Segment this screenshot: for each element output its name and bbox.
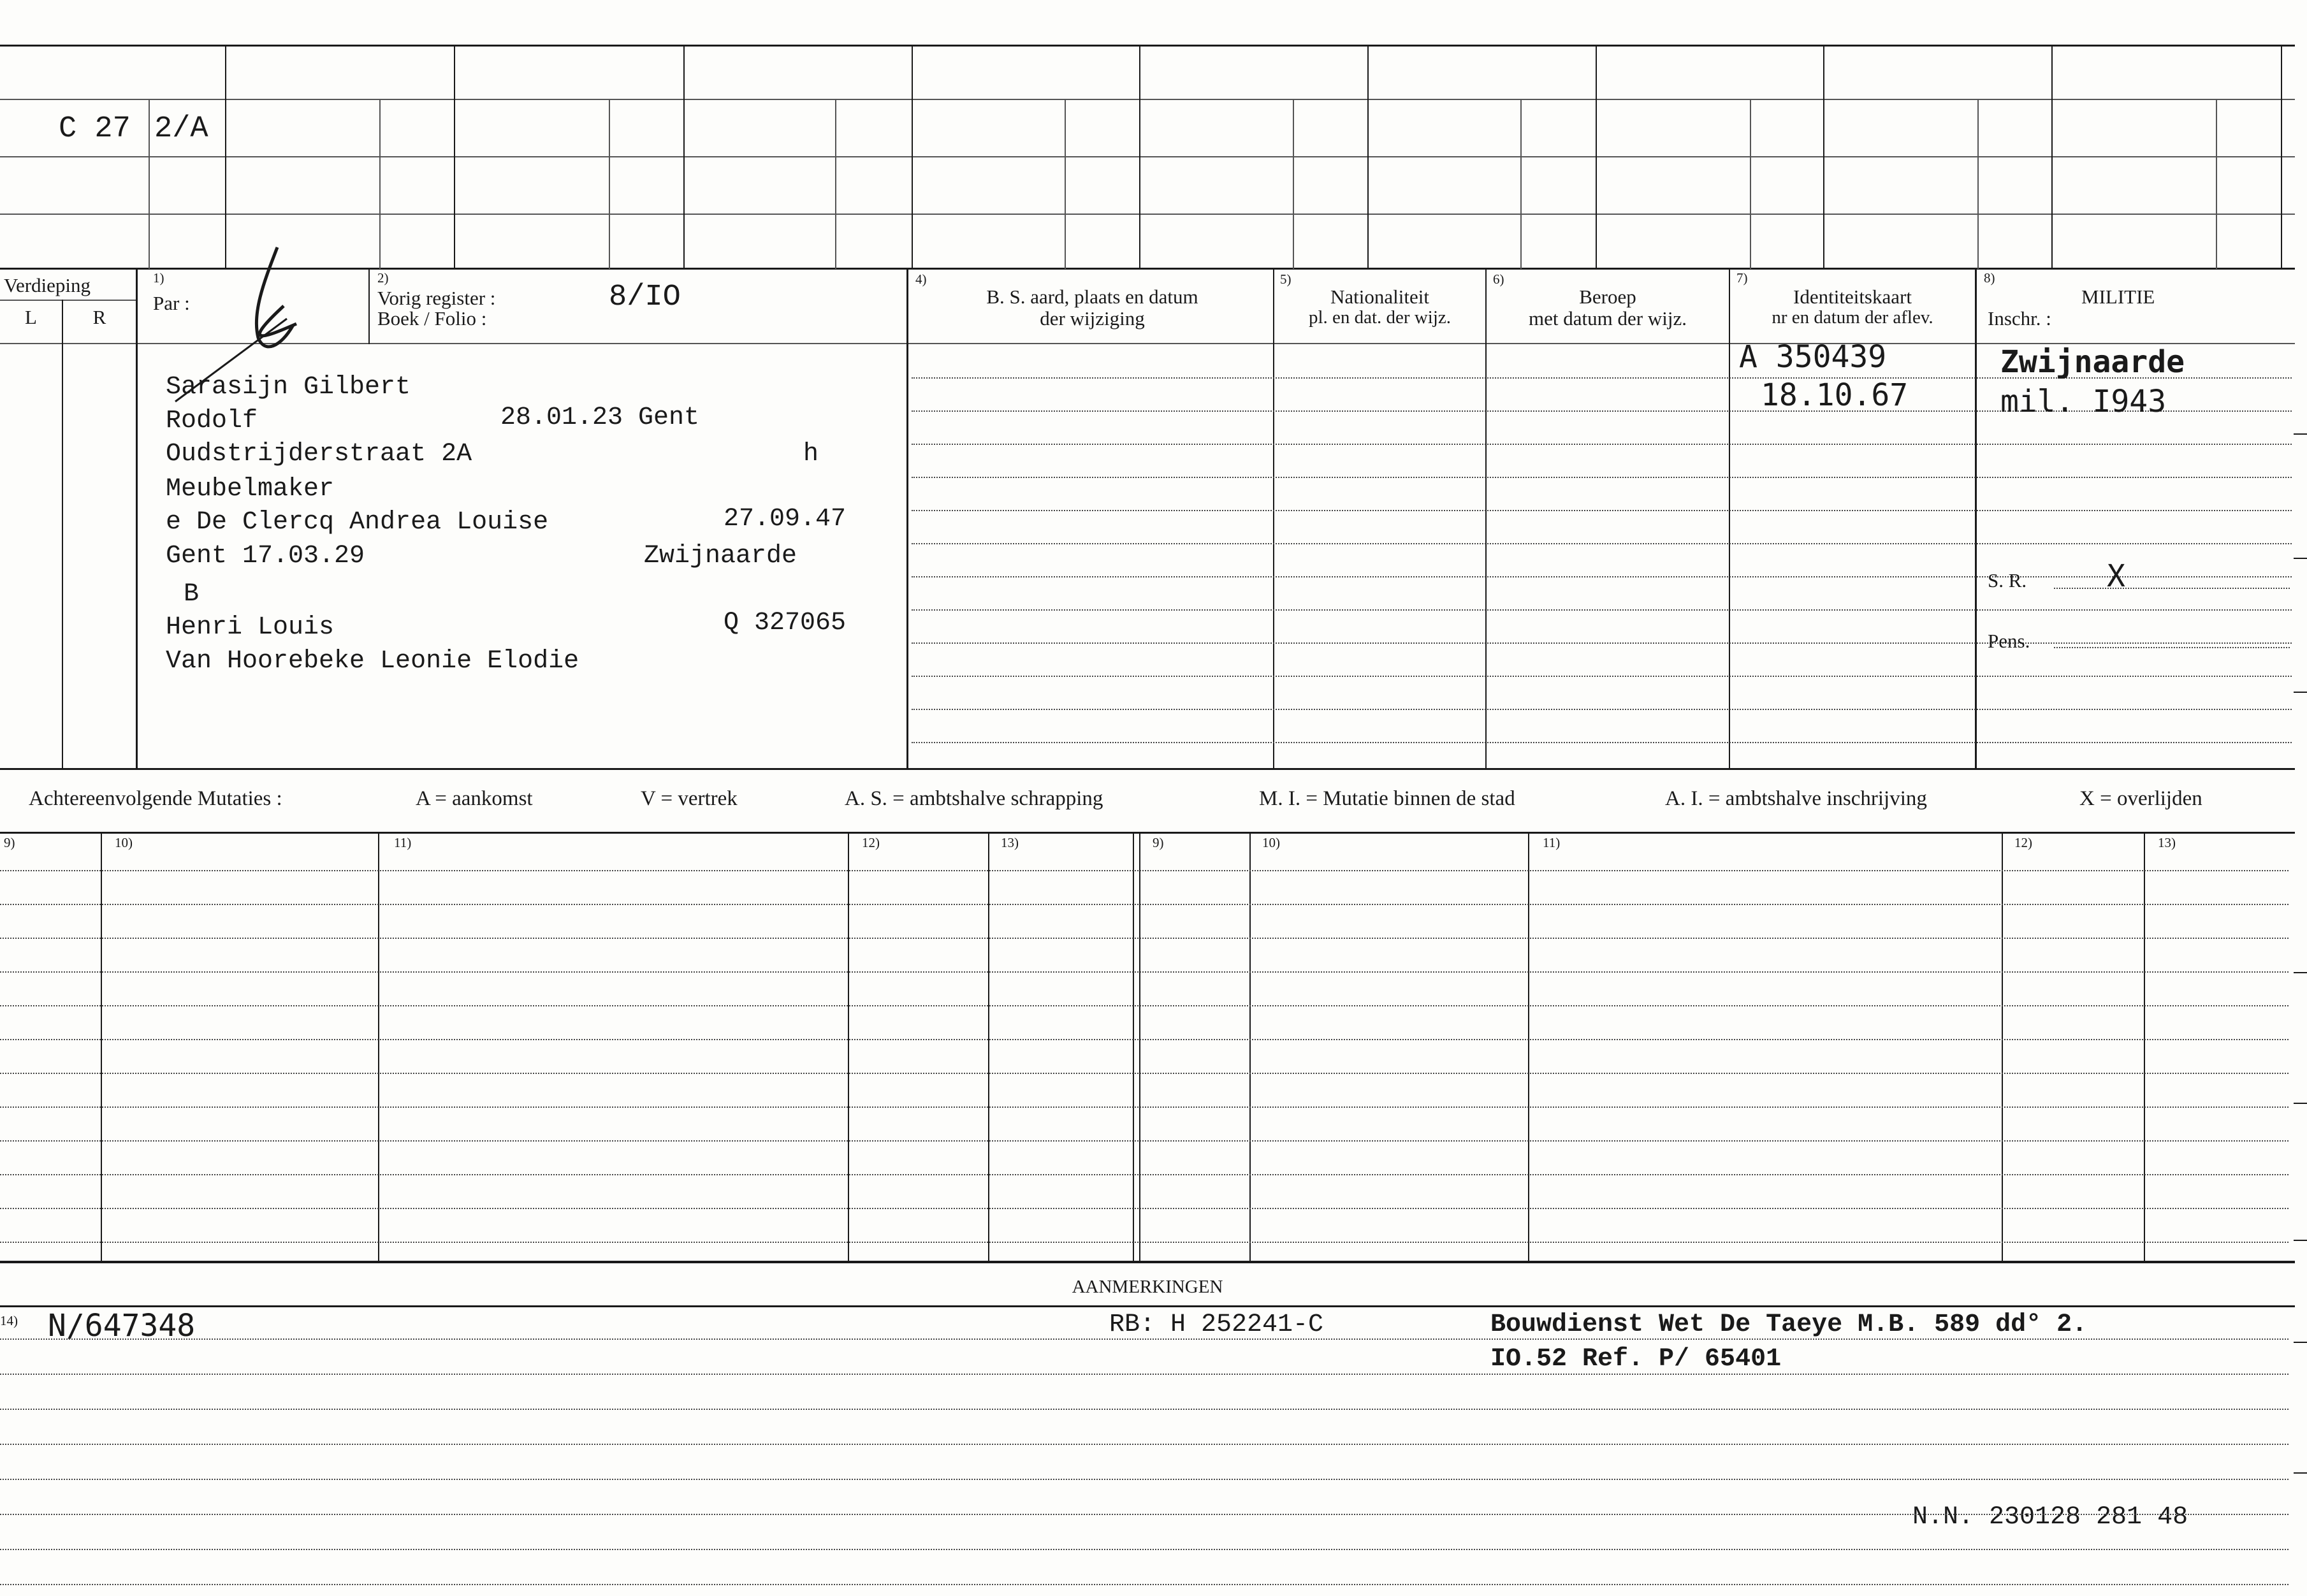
father-name: Henri Louis — [166, 613, 335, 642]
entry-dotted-line — [912, 742, 2292, 743]
col4-title: B. S. aard, plaats en datum — [986, 286, 1198, 308]
remarks-dotted-line — [0, 1584, 2289, 1585]
col-par-right — [368, 269, 370, 344]
col5-subtitle: pl. en dat. der wijz. — [1308, 307, 1452, 328]
top-row-line-1 — [0, 99, 2295, 100]
col5-number: 5) — [1280, 272, 1292, 287]
right-label: R — [92, 306, 106, 328]
mutation-col-label: 11) — [394, 835, 412, 850]
col-6-right — [1729, 269, 1730, 768]
grid-major-line — [1823, 46, 1824, 269]
col4-subtitle: der wijziging — [1040, 307, 1145, 330]
legend-aankomst: A = aankomst — [416, 787, 533, 810]
remarks-dotted-line — [0, 1338, 2289, 1340]
person-given-name: Rodolf — [166, 407, 258, 435]
remarks-title-rule — [0, 1305, 2295, 1307]
remarks-number: 14) — [0, 1313, 18, 1328]
card-code-suffix: 2/A — [154, 112, 208, 146]
entry-dotted-line — [912, 676, 2292, 677]
col-5-right — [1485, 269, 1487, 768]
grid-major-line — [454, 46, 455, 269]
left-label: L — [25, 306, 37, 328]
entry-dotted-line — [912, 609, 2292, 611]
grid-major-line — [683, 46, 685, 269]
pens-dotted-line — [2054, 647, 2290, 648]
entry-dotted-line — [912, 477, 2292, 478]
sr-label: S. R. — [1988, 569, 2027, 591]
legend-schrapping: A. S. = ambtshalve schrapping — [845, 787, 1103, 810]
top-rule — [0, 45, 2295, 47]
mutation-row-line — [0, 1073, 2289, 1074]
mutation-row-line — [0, 1140, 2289, 1142]
header-bottom-rule — [0, 343, 2295, 344]
edge-tick — [2294, 972, 2307, 973]
grid-major-line — [1596, 46, 1597, 269]
spouse-name: e De Clercq Andrea Louise — [166, 508, 549, 537]
marriage-place: Zwijnaarde — [644, 542, 797, 570]
edge-tick — [2294, 1342, 2307, 1343]
remarks-bouwdienst-1: Bouwdienst Wet De Taeye M.B. 589 dd° 2. — [1490, 1310, 2088, 1339]
remarks-bouwdienst-2: IO.52 Ref. P/ 65401 — [1490, 1345, 1782, 1374]
verdieping-label: Verdieping — [4, 274, 91, 296]
mutation-row-line — [0, 1242, 2289, 1243]
entry-dotted-line — [912, 444, 2292, 445]
remarks-dotted-line — [0, 1444, 2289, 1445]
militie-place: Zwijnaarde — [2000, 344, 2185, 380]
remarks-dotted-line — [0, 1374, 2289, 1375]
mutation-col-line — [988, 833, 989, 1262]
id-card-number: A 350439 — [1739, 339, 1887, 375]
grid-minor-line — [835, 100, 836, 269]
person-name: Sarasijn Gilbert — [166, 373, 411, 402]
mutation-col-label: 12) — [862, 835, 880, 850]
reference-number: Q 327065 — [724, 609, 847, 637]
mutation-col-line — [1133, 833, 1134, 1262]
person-birth: 28.01.23 Gent — [500, 403, 700, 432]
remarks-title: AANMERKINGEN — [1072, 1277, 1223, 1297]
top-grid-bottom-rule — [0, 268, 2295, 270]
mutation-row-line — [0, 1208, 2289, 1209]
grid-major-line — [1367, 46, 1369, 269]
mutation-col-line — [1249, 833, 1251, 1262]
entry-dotted-line — [912, 642, 2292, 644]
person-occupation: Meubelmaker — [166, 475, 335, 504]
mutation-bottom-rule — [0, 1261, 2295, 1263]
col-4-right — [1273, 269, 1274, 768]
spouse-birth: Gent 17.03.29 — [166, 542, 365, 570]
grid-major-line — [2281, 46, 2282, 269]
mutation-row-line — [0, 971, 2289, 973]
entry-dotted-line — [912, 709, 2292, 710]
mutation-col-label: 10) — [1262, 835, 1280, 850]
mutation-row-line — [0, 938, 2289, 939]
mutation-col-line — [378, 833, 379, 1262]
legend-inschrijving: A. I. = ambtshalve inschrijving — [1665, 787, 1927, 810]
grid-minor-line — [609, 100, 610, 269]
col6-number: 6) — [1493, 272, 1504, 287]
card-code: C 27 — [59, 112, 131, 146]
remarks-nn-bottom: N.N. 230128 281 48 — [1912, 1503, 2188, 1532]
boek-folio-label: Boek / Folio : — [377, 307, 487, 330]
legend-title: Achtereenvolgende Mutaties : — [29, 787, 282, 810]
mutation-top-rule — [0, 832, 2295, 834]
mutation-row-line — [0, 870, 2289, 871]
mutation-col-label: 10) — [115, 835, 133, 850]
col6-subtitle: met datum der wijz. — [1529, 307, 1687, 330]
mutation-col-line — [1139, 833, 1140, 1262]
mutation-col-line — [101, 833, 102, 1262]
entry-dotted-line — [912, 510, 2292, 511]
grid-minor-line — [1977, 100, 1979, 269]
col7-subtitle: nr en datum der aflev. — [1772, 307, 1933, 328]
mutation-col-label: 13) — [1001, 835, 1019, 850]
edge-tick — [2294, 1103, 2307, 1104]
legend-vertrek: V = vertrek — [641, 787, 738, 810]
col-lr-divider — [62, 300, 63, 768]
top-row-line-3 — [0, 214, 2295, 215]
legend-mutatie: M. I. = Mutatie binnen de stad — [1259, 787, 1515, 810]
edge-tick — [2294, 1240, 2307, 1241]
entries-bottom-rule — [0, 768, 2295, 770]
remarks-nn-left: N/647348 — [48, 1308, 196, 1344]
edge-tick — [2294, 433, 2307, 435]
mutation-row-line — [0, 1174, 2289, 1175]
mother-name: Van Hoorebeke Leonie Elodie — [166, 647, 579, 676]
remarks-dotted-line — [0, 1514, 2289, 1515]
mutation-col-label: 13) — [2158, 835, 2176, 850]
grid-minor-line — [379, 100, 381, 269]
mutation-row-line — [0, 904, 2289, 905]
grid-major-line — [1139, 46, 1140, 269]
remarks-dotted-line — [0, 1479, 2289, 1480]
civil-status: B — [184, 580, 200, 609]
grid-minor-line — [1293, 100, 1294, 269]
col8-title: MILITIE — [2081, 286, 2155, 308]
mutation-col-line — [2144, 833, 2145, 1262]
vorig-register-value: 8/IO — [609, 280, 681, 314]
top-row-line-2 — [0, 156, 2295, 157]
grid-major-line — [225, 46, 226, 269]
marriage-date: 27.09.47 — [724, 505, 847, 533]
grid-minor-line — [1750, 100, 1751, 269]
person-address: Oudstrijderstraat 2A — [166, 440, 472, 468]
mutation-col-line — [848, 833, 849, 1262]
col-7-right — [1975, 269, 1977, 768]
remarks-dotted-line — [0, 1549, 2289, 1550]
pens-label: Pens. — [1988, 630, 2030, 652]
col8-number: 8) — [1984, 270, 1995, 286]
mutation-col-label: 11) — [1543, 835, 1561, 850]
grid-minor-line — [1065, 100, 1066, 269]
header-divider — [0, 300, 137, 301]
grid-major-line — [2051, 46, 2053, 269]
grid-major-line — [912, 46, 913, 269]
edge-tick — [2294, 1472, 2307, 1474]
mutation-col-label: 9) — [4, 835, 15, 850]
remarks-dotted-line — [0, 1409, 2289, 1410]
col-3-right — [906, 269, 908, 768]
grid-minor-line — [149, 100, 150, 269]
col6-title: Beroep — [1579, 286, 1636, 308]
vorig-register-label: Vorig register : — [377, 287, 496, 309]
mutation-row-line — [0, 1005, 2289, 1006]
id-card-date: 18.10.67 — [1761, 377, 1909, 413]
mutation-col-line — [1528, 833, 1529, 1262]
sr-dotted-line — [2054, 588, 2290, 589]
par-label: Par : — [153, 292, 190, 314]
sr-value: X — [2107, 558, 2125, 594]
grid-minor-line — [2216, 100, 2217, 269]
entry-dotted-line — [912, 543, 2292, 544]
par-number: 1) — [153, 270, 164, 286]
legend-overlijden: X = overlijden — [2079, 787, 2202, 810]
col5-title: Nationaliteit — [1330, 286, 1429, 308]
mutation-row-line — [0, 1106, 2289, 1108]
grid-minor-line — [1520, 100, 1522, 269]
vorig-number: 2) — [377, 270, 389, 286]
mutation-col-label: 9) — [1153, 835, 1164, 850]
col-verdieping-right — [136, 269, 138, 768]
mutation-row-line — [0, 1039, 2289, 1040]
entry-dotted-line — [912, 576, 2292, 577]
mutation-col-line — [2002, 833, 2003, 1262]
col7-number: 7) — [1736, 270, 1748, 286]
edge-tick — [2294, 692, 2307, 693]
person-sex: h — [803, 440, 819, 468]
col8-subtitle: Inschr. : — [1988, 307, 2051, 330]
remarks-rb: RB: H 252241-C — [1109, 1310, 1324, 1339]
col7-title: Identiteitskaart — [1793, 286, 1912, 308]
col4-number: 4) — [915, 272, 927, 287]
edge-tick — [2294, 558, 2307, 559]
militie-year: mil. I943 — [2000, 384, 2167, 419]
mutation-col-label: 12) — [2014, 835, 2032, 850]
